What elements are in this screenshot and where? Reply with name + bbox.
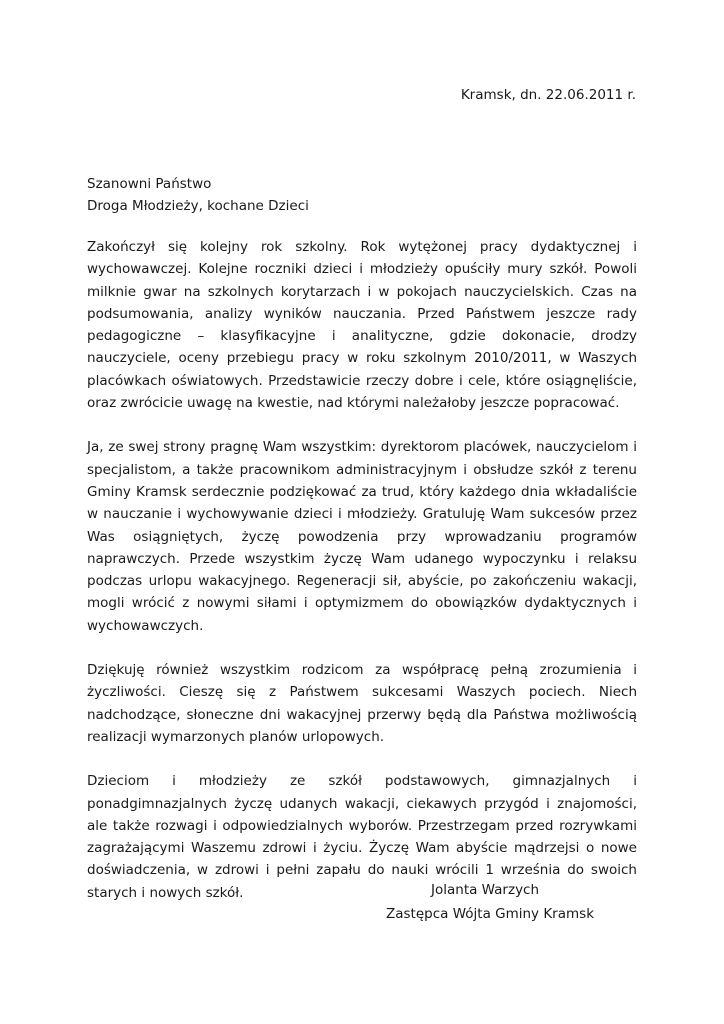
letter-body [87,236,637,926]
salutation-line-2: Droga Młodzieży, kochane Dzieci [87,198,309,214]
paragraph-wishes-students: Dzieciom i młodzieży ze szkół podstawowych, gimnazjalnych i ponadgimnazjalnych życzę udanych wakacji, ciekawych przygód i znajomości, ale także rozwagi i odpowiedzialnych wyborów. Przestrzegam przed rozrywkami zagrażającymi Waszemu zdrowi i życiu. Życzę Wam abyście mądrzejsi o nowe doświadczenia, w zdrowi i pełni zapału do nauki wrócili 1 września do swoich starych i nowych szkół. [87,773,637,901]
paragraph-thanks-parents: Dziękuję również wszystkim rodzicom za współpracę pełną zrozumienia i życzliwości. Cieszę się z Państwem sukcesami Waszych pociech. Niech nadchodzące, słoneczne dni wakacyjnej przerwy będą dla Państwa możliwością realizacji wymarzonych planów urlopowych. [87,662,637,745]
place-and-date: Kramsk, dn. 22.06.2011 r. [460,87,636,103]
salutation-block [87,173,309,217]
signature-title: Zastępca Wójta Gminy Kramsk [386,906,595,922]
paragraph-thanks-staff: Ja, ze swej strony pragnę Wam wszystkim: dyrektorom placówek, nauczycielom i specjalistom, a także pracownikom administracyjnym i obsłudze szkół z terenu Gminy Kramsk serdecznie podziękować za trud, który każdego dnia wkładaliście w nauczanie i wychowywanie dzieci i młodzieży. Gratuluję Wam sukcesów przez Was osiągniętych, życzę powodzenia przy wprowadzaniu programów naprawczych. Przede wszystkim życzę Wam udanego wypoczynku i relaksu podczas urlopu wakacyjnego. Regeneracji sił, abyście, po zakończeniu wakacji, mogli wrócić z nowymi siłami i optymizmem do obowiązków dydaktycznych i wychowawczych. [87,439,637,634]
signature-name: Jolanta Warzych [431,882,540,898]
salutation-line-1: Szanowni Państwo [87,176,212,192]
paragraph-school-year-end: Zakończył się kolejny rok szkolny. Rok wytężonej pracy dydaktycznej i wychowawczej. Kolejne roczniki dzieci i młodzieży opuściły mury szkół. Powoli milknie gwar na szkolnych korytarzach i w pokojach nauczycielskich. Czas na podsumowania, analizy wyników nauczania. Przed Państwem jeszcze rady pedagogiczne – klasyfikacyjne i analityczne, gdzie dokonacie, drodzy nauczyciele, oceny przebiegu pracy w roku szkolnym 2010/2011, w Waszych placówkach oświatowych. Przedstawicie rzeczy dobre i cele, które osiągnęliście, oraz zwrócicie uwagę na kwestie, nad którymi należałoby jeszcze popracować. [87,239,637,412]
